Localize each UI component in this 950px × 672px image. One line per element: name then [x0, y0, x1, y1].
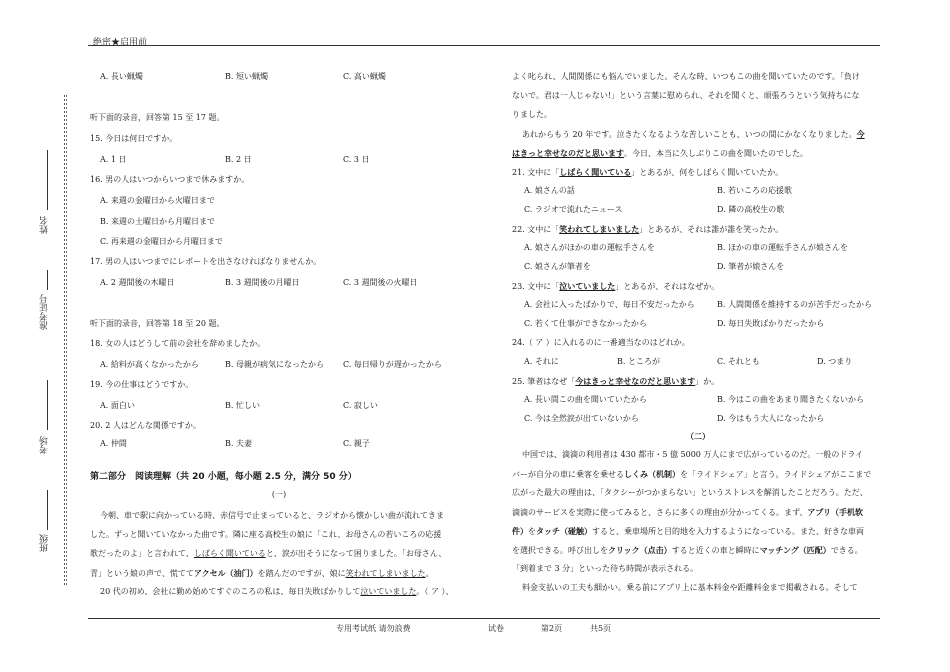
q20-stem: 20. 2 人はどんな関係ですか。	[90, 421, 201, 430]
header-label: 绝密★启用前	[93, 38, 148, 48]
passage2-line-4: 滴滴のサービスを実際に使ってみると、さらに多くの理由が分かってくる。まず、アプリ（手机软	[512, 507, 864, 517]
underline-shibaraku: しばらく聞いている	[193, 549, 266, 558]
underline-shiawase: はきっと幸せなのだと思います	[512, 148, 624, 158]
q16-option-a: A. 来週の金曜日から火曜日まで	[100, 196, 215, 205]
q23-option-c: C. 若くて仕事ができなかったから	[524, 319, 647, 328]
passage2-line-5: 件）をタッチ（碰触）すると、乗車場所と目的地を入力するようになっている。また、好きな車両	[512, 526, 864, 536]
q20-option-a: A. 仲間	[100, 439, 127, 448]
q15-option-c: C. 3 日	[343, 155, 370, 164]
q24-option-c: C. それとも	[717, 357, 760, 366]
passage1-marker: (一)	[271, 490, 287, 499]
q22-option-d: D. 筆者が娘さんを	[717, 262, 785, 271]
passage2-line-6: を選択できる。呼び出しをクリック（点击）すると近くの車と瞬時にマッチング（匹配）できる。	[512, 545, 863, 555]
q24-stem: 24.（ ア ）に入れるのに一番適当なのはどれか。	[512, 338, 690, 347]
underline-warawarete: 笑われてしまいました	[345, 569, 426, 578]
q19-option-b: B. 忙しい	[225, 401, 260, 410]
footer-page: 第2页	[541, 624, 563, 633]
instruction-18-20: 听下面的录音，回答第 18 至 20 题。	[90, 319, 225, 328]
passage1-line-1: 今朝、車で駅に向かっている時、赤信号で止まっていると、ラジオから懐かしい曲が流れてきま	[100, 511, 444, 520]
q16-option-b: B. 来週の土曜日から月曜日まで	[100, 217, 215, 226]
passage2-line-7: 「到着まで 3 分」といった待ち時間が表示される。	[512, 564, 699, 573]
footer-rule	[88, 618, 880, 619]
q15-option-a: A. 1 日	[100, 155, 127, 164]
exam-no-label: 准考证号	[40, 294, 50, 330]
passage1-cont-3: りました。	[512, 110, 552, 119]
exam-no-write-line	[47, 270, 48, 290]
passage2-line-8: 料金支払いの工夫も細かい。乗る前にアプリ上に基本料金や距離料金まで掲載される。そして	[522, 583, 858, 592]
name-write-line	[47, 150, 48, 210]
q17-stem: 17. 男の人はいつまでにレポートを出さなければなりませんか。	[90, 257, 322, 266]
q16-stem: 16. 男の人はいつからいつまで休みますか。	[90, 175, 250, 184]
passage1-line-5: 20 代の初め、会社に勤め始めてすぐのころの私は、毎日失敗ばかりして泣いていました。（ ア ）、	[100, 587, 454, 596]
q21-option-b: B. 若いころの応援歌	[717, 186, 792, 195]
q14-option-a: A. 長い蝋燭	[100, 72, 143, 81]
binding-class-field	[40, 490, 56, 570]
passage1-cont-4: あれからもう 20 年です。泣きたくなるような苦しいことも、いつの間にかなくなりました。今	[522, 129, 865, 139]
q21-option-a: A. 娘さんの話	[524, 186, 575, 195]
passage1-line-4: 青」という娘の声で、慌ててアクセル（油门）を踏んだのですが、娘に笑われてしまいました。	[90, 568, 434, 578]
name-label: 姓名	[40, 216, 50, 234]
q18-option-b: B. 母親が病気になったから	[225, 360, 324, 369]
passage2-line-3: 広がった最大の理由は、「タクシーがつかまらない」というストレスを解消したことだろう。ただ、	[512, 488, 868, 497]
class-label: 班级	[40, 534, 50, 552]
q15-stem: 15. 今日は何日ですか。	[90, 134, 178, 143]
binding-room-field	[40, 380, 56, 470]
q16-option-c: C. 再来週の金曜日から月曜日まで	[100, 237, 223, 246]
q15-option-b: B. 2 日	[225, 155, 252, 164]
room-label: 考场	[40, 436, 50, 454]
binding-exam-no-field	[40, 270, 56, 380]
instruction-15-17: 听下面的录音，回答第 15 至 17 题。	[90, 113, 225, 122]
q14-option-c: C. 高い蝋燭	[343, 72, 386, 81]
q19-option-a: A. 面白い	[100, 401, 135, 410]
q22-option-a: A. 娘さんがほかの車の運転手さんを	[524, 243, 655, 252]
q21-option-d: D. 隣の高校生の歌	[717, 205, 785, 214]
q22-option-c: C. 娘さんが筆者を	[524, 262, 591, 271]
q17-option-a: A. 2 週間後の木曜日	[100, 278, 175, 287]
q23-option-d: D. 毎日失敗ばかりだったから	[717, 319, 825, 328]
passage2-marker: （二）	[686, 431, 710, 441]
passage1-cont-1: よく叱られ、人間関係にも悩んでいました。そんな時、いつもこの曲を聞いていたのです。「負け	[512, 72, 860, 81]
binding-dotted-line	[63, 95, 67, 585]
part2-title: 第二部分 阅读理解（共 20 小题，每小题 2.5 分，满分 50 分）	[90, 472, 357, 482]
passage1-cont-5: はきっと幸せなのだと思います。今日、本当に久しぶりこの曲を聞いたのでした。	[512, 148, 808, 158]
q25-stem: 25. 筆者はなぜ「今はきっと幸せなのだと思います」か。	[512, 376, 720, 386]
q20-option-b: B. 夫妻	[225, 439, 252, 448]
q21-option-c: C. ラジオで流れたニュース	[524, 205, 623, 214]
passage1-line-3: 歌だったのよ」と言われて、しばらく聞いていると、涙が出そうになって困りました。「お母さん、	[90, 549, 447, 558]
passage2-line-2: バーが自分の車に乗客を乗せるしくみ（机制）を「ライドシェア」と言う。ライドシェアがここまで	[512, 469, 872, 479]
q23-option-b: B. 人間関係を維持するのが苦手だったから	[717, 300, 872, 309]
q24-option-a: A. それに	[524, 357, 559, 366]
passage1-cont-2: ないで。君は一人じゃない!」という言葉に慰められ、それを聞くと、頑張ろうという気持ちにな	[512, 91, 860, 100]
q21-stem: 21. 文中に「しばらく聞いている」とあるが、何をしばらく聞いていたか。	[512, 167, 784, 177]
passage1-line-2: した。ずっと聞いていなかった曲です。隣に座る高校生の娘に「これ、お母さんの若いころの応援	[90, 530, 442, 539]
q24-option-b: B. ところが	[617, 357, 660, 366]
room-write-line	[47, 380, 48, 430]
q19-stem: 19. 今の仕事はどうですか。	[90, 380, 194, 389]
q25-option-c: C. 今は全然涙が出ていないから	[524, 414, 639, 423]
footer-paper-note: 专用考试纸 请勿浪费	[336, 624, 411, 633]
class-write-line	[47, 490, 48, 530]
q17-option-c: C. 3 週間後の火曜日	[343, 278, 418, 287]
q22-stem: 22. 文中に「笑われてしまいました」とあるが、それは誰が誰を笑ったか。	[512, 224, 784, 234]
q20-option-c: C. 親子	[343, 439, 370, 448]
q18-option-c: C. 毎日帰りが遅かったから	[343, 360, 442, 369]
underline-naiteimashita: 泣いていました	[360, 587, 417, 596]
q25-option-b: B. 今はこの曲をあまり聞きたくないから	[717, 395, 864, 404]
header-rule	[88, 45, 880, 46]
q14-option-b: B. 短い蝋燭	[225, 72, 268, 81]
footer-total: 共5页	[590, 624, 612, 633]
q18-option-a: A. 給料が高くなかったから	[100, 360, 199, 369]
passage2-line-1: 中国では、滴滴の利用者は 430 都市・5 億 5000 万人にまで広がっているのだ。一般のドライ	[522, 450, 864, 459]
q25-option-d: D. 今はもう大人になったから	[717, 414, 825, 423]
q17-option-b: B. 3 週間後の月曜日	[225, 278, 300, 287]
q22-option-b: B. ほかの車の運転手さんが娘さんを	[717, 243, 848, 252]
q19-option-c: C. 寂しい	[343, 401, 378, 410]
q25-option-a: A. 長い間この曲を聞いていたから	[524, 395, 647, 404]
q23-option-a: A. 会社に入ったばかりで、毎日不安だったから	[524, 300, 695, 309]
q18-stem: 18. 女の人はどうして前の会社を辞めましたか。	[90, 339, 266, 348]
q24-option-d: D. つまり	[817, 357, 853, 366]
footer-type: 试卷	[488, 624, 504, 633]
binding-name-field	[40, 150, 56, 260]
q23-stem: 23. 文中に「泣いていました」とあるが、それはなぜか。	[512, 281, 720, 291]
